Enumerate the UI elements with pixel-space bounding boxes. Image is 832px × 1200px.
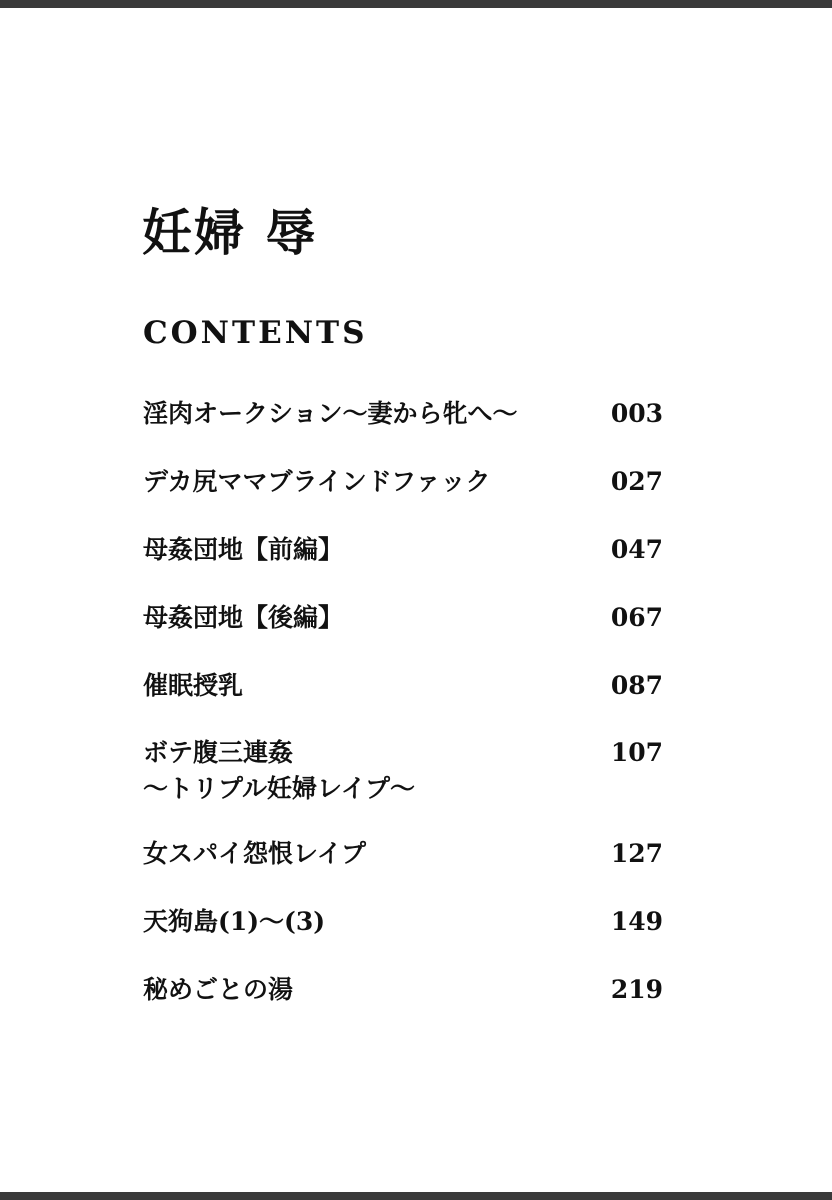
toc-entry-page: 219 [610,975,663,1004]
toc-entry-title: 母姦団地【前編】 [143,535,344,564]
toc-entry-title: 催眠授乳 [143,671,244,700]
toc-entry-page: 027 [610,467,663,496]
toc-entry-title: デカ尻ママブラインドファック [143,467,491,496]
toc-entry-page: 107 [610,738,663,767]
toc-entry-title: ボテ腹三連姦 〜トリプル妊婦レイプ〜 [143,738,416,803]
toc-entry-page: 127 [610,839,663,868]
toc-entry-page: 047 [610,535,663,564]
toc-entry-page: 003 [610,399,663,428]
book-title: 妊婦 辱 [142,203,318,262]
toc-entry-title: 天狗島(1)〜(3) [143,907,326,936]
contents-heading: CONTENTS [143,315,368,351]
toc-entry-title: 母姦団地【後編】 [143,603,344,632]
toc-entry-page: 149 [610,907,663,936]
toc-entry-page: 087 [610,671,663,700]
toc-entry-title: 秘めごとの湯 [143,975,294,1004]
toc-entry-page: 067 [610,603,663,632]
toc-entry-title: 女スパイ怨恨レイプ [143,839,367,868]
bottom-edge-bar [0,1192,832,1200]
top-edge-bar [0,0,832,8]
toc-entry-title: 淫肉オークション〜妻から牝へ〜 [143,399,518,428]
